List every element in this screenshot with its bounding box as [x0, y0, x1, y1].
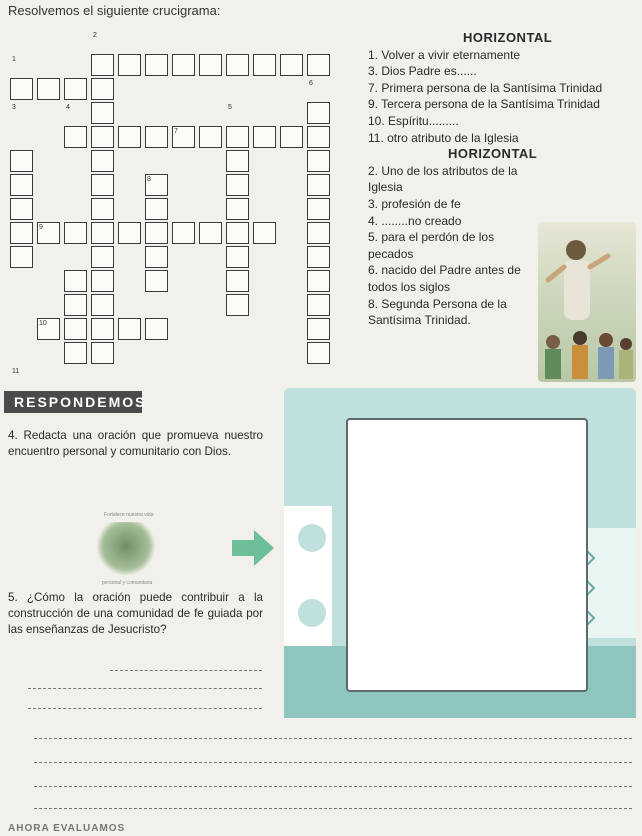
- crossword-cell[interactable]: [91, 294, 114, 316]
- crossword-cell[interactable]: [91, 198, 114, 220]
- crossword-cell[interactable]: [199, 126, 222, 148]
- crossword-cell[interactable]: [226, 174, 249, 196]
- crossword-number: 2: [93, 32, 97, 39]
- crossword-cell[interactable]: [91, 126, 114, 148]
- crossword-cell[interactable]: [10, 198, 33, 220]
- crossword-cell[interactable]: [226, 246, 249, 268]
- crossword-cell[interactable]: [226, 222, 249, 244]
- clue-5-cont: pecados: [368, 246, 414, 261]
- crossword-number: 3: [12, 104, 16, 111]
- crossword-cell[interactable]: [307, 222, 330, 244]
- crossword-cell[interactable]: [10, 78, 33, 100]
- crossword-cell[interactable]: [64, 270, 87, 292]
- clue-10: 10. Espíritu.........: [368, 113, 459, 128]
- crossword-cell[interactable]: [118, 222, 141, 244]
- crossword-cell[interactable]: [280, 126, 303, 148]
- crossword-cell[interactable]: [145, 126, 168, 148]
- crossword-cell[interactable]: [64, 342, 87, 364]
- crossword-cell[interactable]: [307, 174, 330, 196]
- clue-1: 1. Volver a vivir eternamente: [368, 47, 521, 62]
- crossword-cell[interactable]: [10, 150, 33, 172]
- crossword-cell[interactable]: [145, 270, 168, 292]
- crossword-cell[interactable]: [253, 54, 276, 76]
- crossword-cell[interactable]: [172, 222, 195, 244]
- clue-3: 3. Dios Padre es......: [368, 64, 477, 79]
- crossword-number: 6: [309, 80, 313, 87]
- crossword-cell[interactable]: [307, 246, 330, 268]
- clues-heading-1: HORIZONTAL: [463, 30, 553, 45]
- answer-line[interactable]: [28, 688, 262, 689]
- crossword-cell[interactable]: [145, 198, 168, 220]
- crossword-cell[interactable]: [37, 78, 60, 100]
- clues-heading-2: HORIZONTAL: [448, 146, 538, 162]
- crossword-cell[interactable]: [91, 342, 114, 364]
- answer-line[interactable]: [34, 738, 632, 739]
- crossword-cell[interactable]: [64, 222, 87, 244]
- crossword-cell[interactable]: [91, 270, 114, 292]
- crossword-cell[interactable]: [307, 126, 330, 148]
- crossword-number: 9: [39, 224, 43, 231]
- clue-8: 8. Segunda Persona de la: [368, 296, 507, 311]
- clue-6: 6. nacido del Padre antes de: [368, 263, 521, 278]
- crossword-cell[interactable]: [118, 318, 141, 340]
- arrow-right-icon: [232, 530, 274, 571]
- crossword-number: 8: [147, 176, 151, 183]
- crossword-cell[interactable]: [91, 78, 114, 100]
- crossword-cell[interactable]: [253, 222, 276, 244]
- clue-6-cont: todos los siglos: [368, 279, 451, 294]
- crossword-cell[interactable]: [10, 246, 33, 268]
- thumb-caption-top: Fortalece nuestra vida: [104, 512, 154, 518]
- crossword-cell[interactable]: [226, 294, 249, 316]
- crossword-instructions: Resolvemos el siguiente crucigrama:: [8, 3, 221, 18]
- question-4: 4. Redacta una oración que promueva nuestro encuentro personal y comunitario con Dios.: [8, 429, 263, 458]
- clue-5: 5. para el perdón de los: [368, 230, 495, 245]
- crossword-cell[interactable]: [307, 318, 330, 340]
- crossword-cell[interactable]: [226, 270, 249, 292]
- crossword-cell[interactable]: [280, 54, 303, 76]
- crossword-cell[interactable]: [145, 54, 168, 76]
- crossword-cell[interactable]: [118, 54, 141, 76]
- crossword-cell[interactable]: [307, 102, 330, 124]
- footer-section-title: AHORA EVALUAMOS: [8, 823, 126, 834]
- thumb-caption-bottom: personal y comunitaria: [102, 580, 153, 586]
- crossword-cell[interactable]: [10, 222, 33, 244]
- clue-7: 7. Primera persona de la Santísima Trinidad: [368, 80, 603, 95]
- crossword-number: 1: [12, 56, 16, 63]
- crossword-cell[interactable]: [64, 318, 87, 340]
- crossword-number: 4: [66, 104, 70, 111]
- answer-line[interactable]: [28, 708, 262, 709]
- crossword-cell[interactable]: [199, 54, 222, 76]
- crossword-cell[interactable]: [91, 222, 114, 244]
- crossword-cell[interactable]: [64, 78, 87, 100]
- crossword-cell[interactable]: [91, 246, 114, 268]
- crossword-cell[interactable]: [307, 342, 330, 364]
- clue-11: 11. otro atributo de la Iglesia: [368, 130, 519, 145]
- crossword-cell[interactable]: [172, 54, 195, 76]
- crossword-cell[interactable]: [91, 150, 114, 172]
- crossword-cell[interactable]: [226, 150, 249, 172]
- crossword-cell[interactable]: [307, 294, 330, 316]
- crossword-cell[interactable]: [145, 246, 168, 268]
- crossword-cell[interactable]: [199, 222, 222, 244]
- crossword-cell[interactable]: [307, 198, 330, 220]
- clue-2-cont: Iglesia: [368, 180, 403, 195]
- crossword-cell[interactable]: [118, 126, 141, 148]
- crossword-cell[interactable]: [307, 54, 330, 76]
- clue-9: 9. Tercera persona de la Santísima Trinidad: [368, 97, 600, 112]
- crossword-number: 7: [174, 128, 178, 135]
- prayer-thumbnail: [96, 522, 156, 576]
- crossword-cell[interactable]: [64, 126, 87, 148]
- crossword-number: 11: [12, 368, 20, 375]
- crossword-cell[interactable]: [145, 318, 168, 340]
- answer-line[interactable]: [34, 808, 632, 809]
- crossword-cell[interactable]: [253, 126, 276, 148]
- answer-line[interactable]: [34, 762, 632, 763]
- answer-line[interactable]: [110, 670, 262, 671]
- clue-3b: 3. profesión de fe: [368, 196, 461, 211]
- crossword-number: 5: [228, 104, 232, 111]
- clue-4: 4. ........no creado: [368, 213, 462, 228]
- answer-line[interactable]: [34, 786, 632, 787]
- answer-text-area[interactable]: [346, 418, 588, 692]
- crossword-cell[interactable]: [10, 174, 33, 196]
- crossword-cell[interactable]: [91, 174, 114, 196]
- crossword-cell[interactable]: [91, 102, 114, 124]
- clue-2: 2. Uno de los atributos de la: [368, 163, 518, 178]
- crossword-cell[interactable]: [307, 270, 330, 292]
- crossword-cell[interactable]: [91, 54, 114, 76]
- jesus-illustration: [538, 222, 636, 382]
- crossword-cell[interactable]: [226, 126, 249, 148]
- clue-8-cont: Santísima Trinidad.: [368, 313, 471, 328]
- crossword-cell[interactable]: [145, 222, 168, 244]
- crossword-cell[interactable]: [91, 318, 114, 340]
- crossword-number: 10: [39, 320, 47, 327]
- question-5: 5. ¿Cómo la oración puede contribuir a la construcción de una comunidad de fe guiada por las enseñanzas de Jesucristo?: [8, 591, 263, 636]
- crossword-cell[interactable]: [226, 198, 249, 220]
- crossword-cell[interactable]: [226, 54, 249, 76]
- section-title-respondemos: RESPONDEMOS: [4, 391, 142, 413]
- crossword-cell[interactable]: [64, 294, 87, 316]
- crossword-cell[interactable]: [307, 150, 330, 172]
